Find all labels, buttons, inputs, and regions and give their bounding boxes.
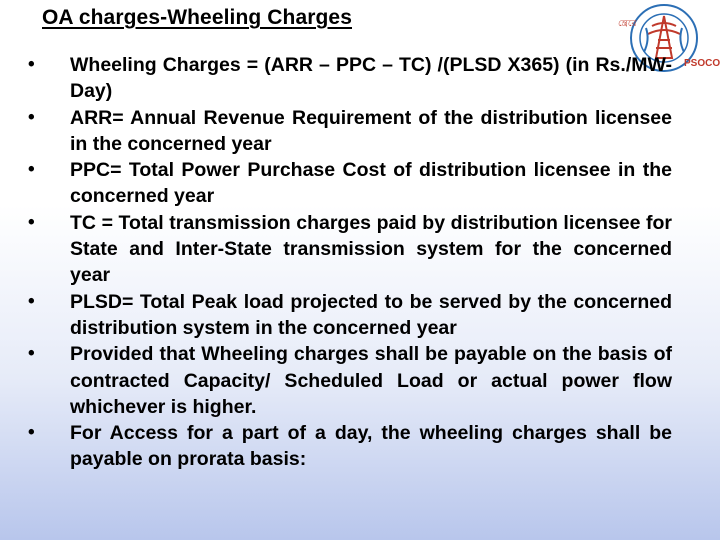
bullet-item bbox=[24, 341, 672, 420]
bullet-text: TC = Total transmission charges paid by distribution licensee for State and Inter-State transmission system for the concerned year bbox=[70, 211, 672, 287]
bullet-text: PPC= Total Power Purchase Cost of distribution licensee in the concerned year bbox=[70, 159, 672, 208]
logo-text-right: PSOCO bbox=[684, 58, 720, 69]
logo-text-left: ন্ত্রেরে bbox=[618, 19, 637, 29]
bullet-item bbox=[24, 210, 672, 289]
bullet-list bbox=[24, 52, 672, 473]
bullet-marker: • bbox=[28, 106, 35, 128]
bullet-item bbox=[24, 420, 672, 473]
bullet-item bbox=[24, 52, 672, 105]
bullet-marker: • bbox=[28, 290, 35, 312]
bullet-text: For Access for a part of a day, the wheeling charges shall be payable on prorata basis: bbox=[70, 422, 672, 471]
bullet-text: Provided that Wheeling charges shall be payable on the basis of contracted Capacity/ Scheduled Load or actual power flow whichever is higher. bbox=[70, 343, 672, 418]
bullet-marker: • bbox=[28, 422, 35, 444]
bullet-marker: • bbox=[28, 211, 35, 233]
bullet-marker: • bbox=[28, 159, 35, 181]
bullet-text: PLSD= Total Peak load projected to be served by the concerned distribution system in the concerned year bbox=[70, 290, 672, 339]
bullet-item bbox=[24, 289, 672, 342]
bullet-marker: • bbox=[28, 54, 35, 75]
bullet-marker: • bbox=[28, 343, 35, 365]
slide-title: OA charges-Wheeling Charges bbox=[42, 6, 352, 29]
bullet-text: Wheeling Charges = (ARR – PPC – TC) /(PLSD X365) (in Rs./MW-Day) bbox=[70, 54, 672, 103]
bullet-item bbox=[24, 157, 672, 210]
bullet-item bbox=[24, 105, 672, 158]
bullet-text: ARR= Annual Revenue Requirement of the distribution licensee in the concerned year bbox=[70, 106, 672, 155]
